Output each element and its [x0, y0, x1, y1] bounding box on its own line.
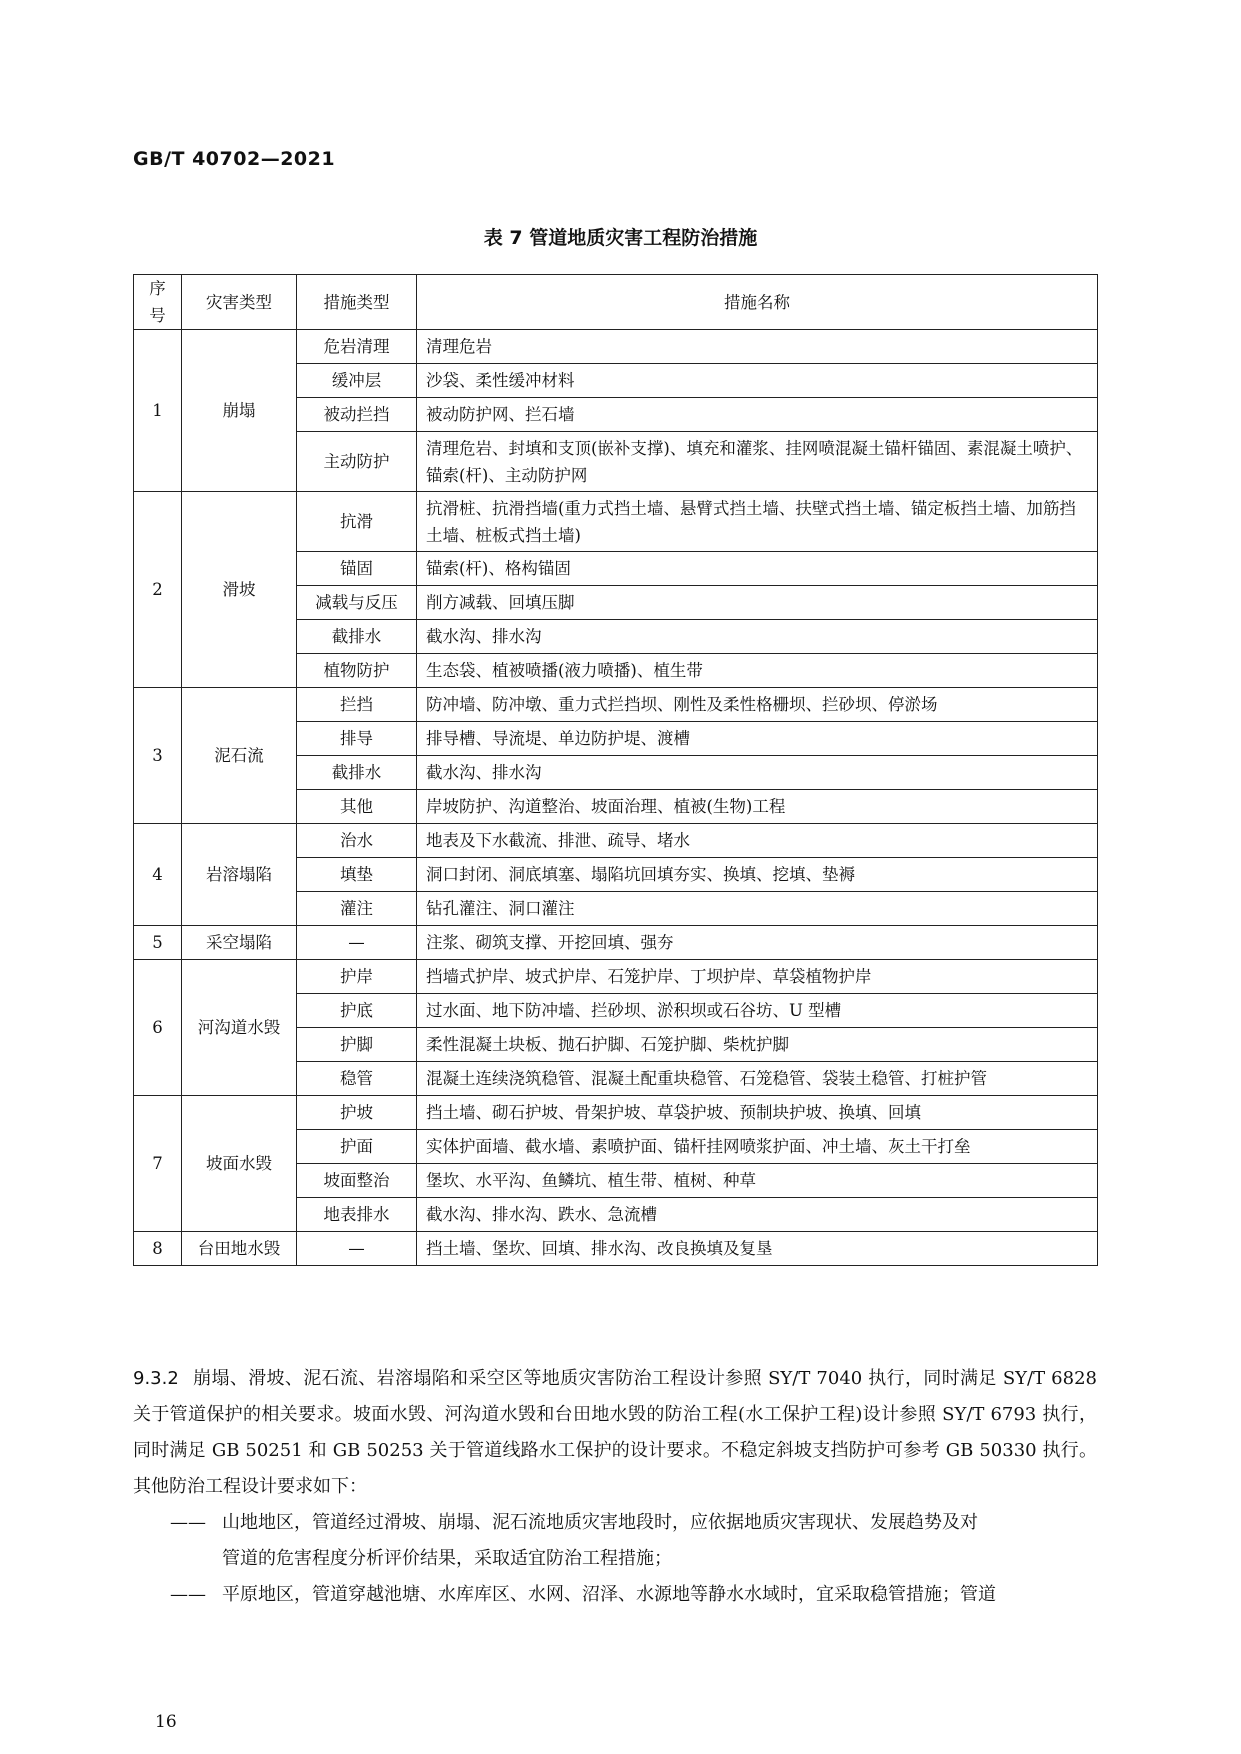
- measure-type: —: [297, 926, 417, 960]
- dash-mark: ——: [170, 1584, 206, 1605]
- table-row: [134, 688, 1098, 722]
- measure-name: 混凝土连续浇筑稳管、混凝土配重块稳管、石笼稳管、袋装土稳管、打桩护管: [417, 1062, 1098, 1096]
- clause-text: 崩塌、滑坡、泥石流、岩溶塌陷和采空区等地质灾害防治工程设计参照 SY/T 7040 执行，同时满足 SY/T 6828 关于管道保护的相关要求。坡面水毁、河沟道水毁和台田地水毁的防治工程(水工保护工程)设计参照 SY/T 6793 执行，同时满足 GB 50251 和 GB 50253 关于管道线路水工保护的设计要求。不稳定斜坡支挡防护可参考 GB 50330 执行。其他防治工程设计要求如下：: [133, 1368, 1097, 1497]
- table-row: [134, 1232, 1098, 1266]
- standard-code: GB/T 40702—2021: [133, 148, 336, 170]
- hazard-type: 采空塌陷: [182, 926, 297, 960]
- clause-number: 9.3.2: [133, 1368, 179, 1389]
- measure-name: 锚索(杆)、格构锚固: [417, 552, 1098, 586]
- measure-type: 锚固: [297, 552, 417, 586]
- measure-name: 抗滑桩、抗滑挡墙(重力式挡土墙、悬臂式挡土墙、扶壁式挡土墙、锚定板挡土墙、加筋挡土墙、桩板式挡土墙): [417, 492, 1098, 552]
- column-header-hazard-type: 灾害类型: [182, 275, 297, 330]
- table-row: [134, 492, 1098, 552]
- hazard-type: 岩溶塌陷: [182, 824, 297, 926]
- measure-type: 截排水: [297, 620, 417, 654]
- column-header-index: 序号: [134, 275, 182, 330]
- measure-type: 地表排水: [297, 1198, 417, 1232]
- measure-type: 主动防护: [297, 432, 417, 492]
- hazard-type: 泥石流: [182, 688, 297, 824]
- measure-name: 沙袋、柔性缓冲材料: [417, 364, 1098, 398]
- measure-name: 清理危岩、封填和支顶(嵌补支撑)、填充和灌浆、挂网喷混凝土锚杆锚固、素混凝土喷护、锚索(杆)、主动防护网: [417, 432, 1098, 492]
- measure-name: 清理危岩: [417, 330, 1098, 364]
- measure-type: 截排水: [297, 756, 417, 790]
- hazard-type: 河沟道水毁: [182, 960, 297, 1096]
- row-index: 1: [134, 330, 182, 492]
- table-row: [134, 330, 1098, 364]
- hazard-type: 坡面水毁: [182, 1096, 297, 1232]
- row-index: 4: [134, 824, 182, 926]
- bullet-mountain: [170, 1505, 1097, 1577]
- measure-name: 注浆、砌筑支撑、开挖回填、强夯: [417, 926, 1098, 960]
- measure-name: 排导槽、导流堤、单边防护堤、渡槽: [417, 722, 1098, 756]
- table-title: 表 7 管道地质灾害工程防治措施: [483, 227, 758, 249]
- measure-type: 治水: [297, 824, 417, 858]
- measure-name: 挡墙式护岸、坡式护岸、石笼护岸、丁坝护岸、草袋植物护岸: [417, 960, 1098, 994]
- measures-table: [133, 274, 1098, 1266]
- measure-type: 稳管: [297, 1062, 417, 1096]
- column-header-measure-type: 措施类型: [297, 275, 417, 330]
- measure-type: —: [297, 1232, 417, 1266]
- measure-type: 护坡: [297, 1096, 417, 1130]
- measure-name: 被动防护网、拦石墙: [417, 398, 1098, 432]
- measure-type: 护脚: [297, 1028, 417, 1062]
- table-row: [134, 960, 1098, 994]
- table-row: [134, 824, 1098, 858]
- measure-type: 拦挡: [297, 688, 417, 722]
- measure-name: 洞口封闭、洞底填塞、塌陷坑回填夯实、换填、挖填、垫褥: [417, 858, 1098, 892]
- row-index: 7: [134, 1096, 182, 1232]
- measure-name: 堡坎、水平沟、鱼鳞坑、植生带、植树、种草: [417, 1164, 1098, 1198]
- measure-name: 岸坡防护、沟道整治、坡面治理、植被(生物)工程: [417, 790, 1098, 824]
- measure-type: 护岸: [297, 960, 417, 994]
- column-header-measure-name: 措施名称: [417, 275, 1098, 330]
- measure-name: 地表及下水截流、排泄、疏导、堵水: [417, 824, 1098, 858]
- measure-type: 被动拦挡: [297, 398, 417, 432]
- measure-name: 截水沟、排水沟: [417, 620, 1098, 654]
- measure-name: 截水沟、排水沟: [417, 756, 1098, 790]
- hazard-type: 台田地水毁: [182, 1232, 297, 1266]
- measure-name: 挡土墙、堡坎、回填、排水沟、改良换填及复垦: [417, 1232, 1098, 1266]
- measure-name: 柔性混凝土块板、抛石护脚、石笼护脚、柴枕护脚: [417, 1028, 1098, 1062]
- table-header-row: [134, 275, 1098, 330]
- measure-type: 植物防护: [297, 654, 417, 688]
- bullet-text: 山地地区，管道经过滑坡、崩塌、泥石流地质灾害地段时，应依据地质灾害现状、发展趋势及对: [222, 1512, 978, 1533]
- measure-name: 截水沟、排水沟、跌水、急流槽: [417, 1198, 1098, 1232]
- measure-name: 生态袋、植被喷播(液力喷播)、植生带: [417, 654, 1098, 688]
- measure-name: 挡土墙、砌石护坡、骨架护坡、草袋护坡、预制块护坡、换填、回填: [417, 1096, 1098, 1130]
- measure-type: 填垫: [297, 858, 417, 892]
- measure-name: 过水面、地下防冲墙、拦砂坝、淤积坝或石谷坊、U 型槽: [417, 994, 1098, 1028]
- dash-mark: ——: [170, 1512, 206, 1533]
- measure-type: 危岩清理: [297, 330, 417, 364]
- measure-type: 灌注: [297, 892, 417, 926]
- measure-type: 坡面整治: [297, 1164, 417, 1198]
- row-index: 8: [134, 1232, 182, 1266]
- row-index: 5: [134, 926, 182, 960]
- page-number: 16: [155, 1712, 177, 1732]
- hazard-type: 崩塌: [182, 330, 297, 492]
- measure-name: 防冲墙、防冲墩、重力式拦挡坝、刚性及柔性格栅坝、拦砂坝、停淤场: [417, 688, 1098, 722]
- table-row: [134, 926, 1098, 960]
- measure-type: 其他: [297, 790, 417, 824]
- measure-type: 抗滑: [297, 492, 417, 552]
- row-index: 3: [134, 688, 182, 824]
- measure-type: 减载与反压: [297, 586, 417, 620]
- bullet-plain: [170, 1577, 1097, 1613]
- clause-paragraph: [133, 1361, 1097, 1505]
- measure-name: 削方减载、回填压脚: [417, 586, 1098, 620]
- row-index: 2: [134, 492, 182, 688]
- measure-name: 实体护面墙、截水墙、素喷护面、锚杆挂网喷浆护面、冲土墙、灰土干打垒: [417, 1130, 1098, 1164]
- measure-type: 护底: [297, 994, 417, 1028]
- measure-type: 排导: [297, 722, 417, 756]
- hazard-type: 滑坡: [182, 492, 297, 688]
- measure-type: 缓冲层: [297, 364, 417, 398]
- bullet-text-continued: 管道的危害程度分析评价结果，采取适宜防治工程措施；: [222, 1548, 672, 1569]
- measure-name: 钻孔灌注、洞口灌注: [417, 892, 1098, 926]
- bullet-text: 平原地区，管道穿越池塘、水库库区、水网、沼泽、水源地等静水水域时，宜采取稳管措施；管道: [222, 1584, 996, 1605]
- row-index: 6: [134, 960, 182, 1096]
- measure-type: 护面: [297, 1130, 417, 1164]
- table-row: [134, 1096, 1098, 1130]
